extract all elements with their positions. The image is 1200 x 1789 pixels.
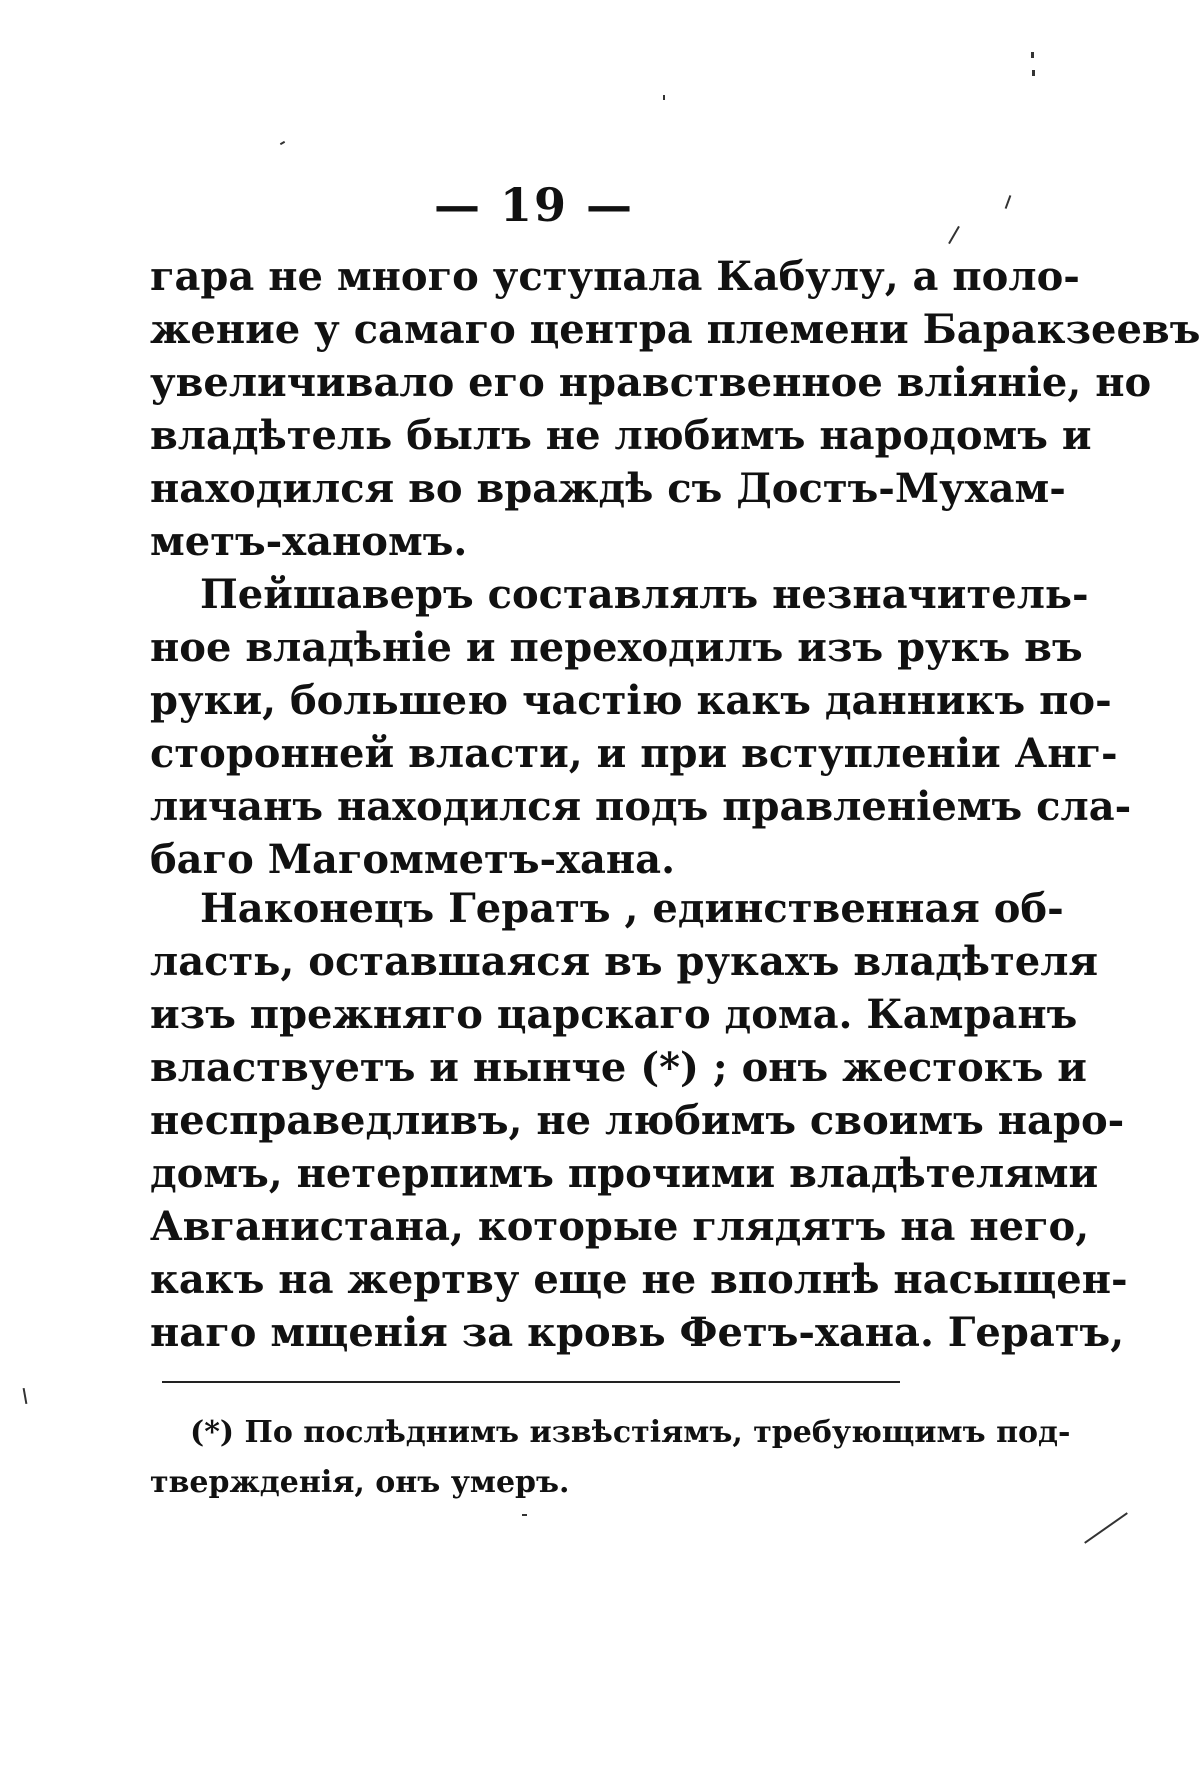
scan-speck: [663, 95, 665, 100]
scan-speck: [1032, 70, 1035, 76]
footnote-line: (*) По послѣднимъ извѣстiямъ, требующимъ под-: [190, 1415, 1071, 1450]
text-line: сторонней власти, и при вступленiи Анг-: [150, 730, 1118, 777]
scan-speck: [1031, 52, 1034, 58]
paragraph-3: [150, 882, 1128, 1359]
text-line: метъ-ханомъ.: [150, 518, 468, 565]
text-line: властвуетъ и нынче (*) ; онъ жестокъ и: [150, 1044, 1087, 1091]
text-line: ное владѣнiе и переходилъ изъ рукъ въ: [150, 624, 1083, 671]
scan-speck: [522, 1514, 527, 1516]
footnote-rule: [162, 1381, 900, 1383]
text-line: несправедливъ, не любимъ своимъ наро-: [150, 1097, 1125, 1144]
text-line: руки, большею частiю какъ данникъ по-: [150, 677, 1112, 724]
text-line: ласть, оставшаяся въ рукахъ владѣтеля: [150, 938, 1099, 985]
text-line: увеличивало его нравственное влiянiе, но: [150, 359, 1152, 406]
text-line: жение у самаго центра племени Баракзеевъ: [150, 306, 1200, 353]
paragraph-1: [150, 250, 1200, 568]
scan-speck: [280, 141, 285, 145]
scan-speck: [1084, 1512, 1128, 1543]
text-line: находился во враждѣ съ Достъ-Мухам-: [150, 465, 1066, 512]
text-line: баго Магомметъ-хана.: [150, 836, 675, 883]
text-line: Пейшаверъ составлялъ незначитель-: [200, 571, 1089, 618]
text-line: изъ прежняго царскаго дома. Камранъ: [150, 991, 1078, 1038]
text-line: какъ на жертву еще не вполнѣ насыщен-: [150, 1256, 1128, 1303]
text-line: личанъ находился подъ правленiемъ сла-: [150, 783, 1132, 830]
text-line: владѣтель былъ не любимъ народомъ и: [150, 412, 1092, 459]
footnote-line: твержденiя, онъ умеръ.: [150, 1465, 570, 1500]
page-number: — 19 —: [433, 178, 635, 232]
text-line: Авганистана, которые глядятъ на него,: [150, 1203, 1090, 1250]
paragraph-2: [150, 568, 1132, 886]
text-line: домъ, нетерпимъ прочими владѣтелями: [150, 1150, 1099, 1197]
scan-speck: [23, 1388, 28, 1404]
footnote: [150, 1408, 1071, 1508]
text-line: гара не много уступала Кабулу, а поло-: [150, 253, 1080, 300]
text-line: Наконецъ Гератъ , единственная об-: [200, 885, 1064, 932]
text-line: наго мщенiя за кровь Фетъ-хана. Гератъ,: [150, 1309, 1125, 1356]
